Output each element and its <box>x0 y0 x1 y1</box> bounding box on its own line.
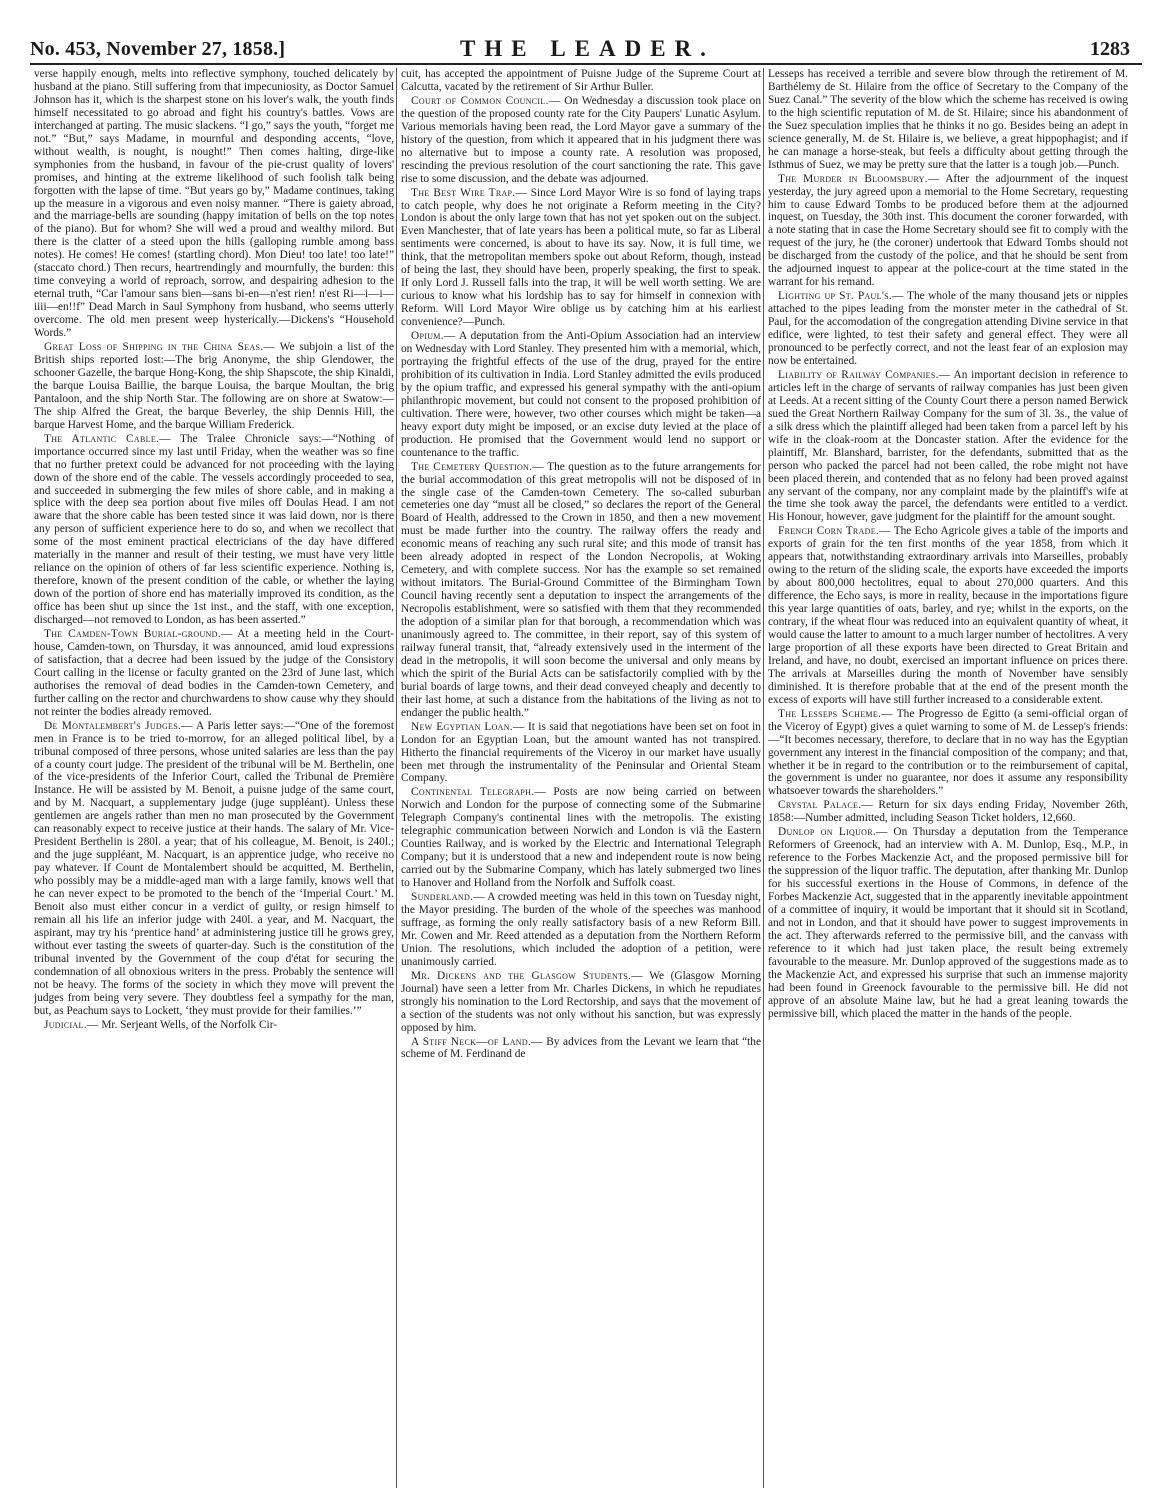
article-text: Mr. Serjeant Wells, of the Norfolk Cir- <box>101 1018 278 1031</box>
article-heading: New Egyptian Loan.— <box>411 720 525 733</box>
article-paragraph <box>768 799 1128 825</box>
article-heading: Crystal Palace.— <box>778 799 873 812</box>
article-paragraph <box>34 433 394 627</box>
article-paragraph <box>401 95 761 186</box>
article-heading: The Atlantic Cable.— <box>44 432 171 445</box>
article-heading: The Murder in Bloomsbury.— <box>778 172 940 185</box>
article-heading: The Cemetery Question.— <box>411 460 544 473</box>
article-paragraph <box>768 525 1128 706</box>
article-heading: The Camden-Town Burial-ground.— <box>44 627 233 640</box>
article-text: Posts are now being carried on between Norwich and London for the purpose of connecting some of the Submarine Telegraph Company's continental lines with the metropolis. The existing telegraphic communication between Norwich and London is viâ the Eastern Counties Railway, and is worked by the Electric and International Telegraph Company; but it is understood that a new and independent route is now being carried out by the Submarine Company, which has lately submerged two lines to Hanover and Holland from the Norfolk and Suffolk coast. <box>401 786 761 890</box>
article-text: We (Glasgow Morning Journal) have seen a letter from Mr. Charles Dickens, in which he repudiates strongly his nomination to the Lord Rectorship, and says that the movement of a section of the students was not only without his sanction, but was expressly opposed by him. <box>401 969 761 1034</box>
article-heading: De Montalembert's Judges.— <box>44 719 193 732</box>
article-heading: Opium.— <box>411 330 456 343</box>
article-heading: French Corn Trade.— <box>778 525 891 538</box>
column-divider <box>763 68 764 1488</box>
article-paragraph <box>401 1036 761 1062</box>
article-heading: Lighting up St. Paul's.— <box>778 290 904 303</box>
article-text: A crowded meeting was held in this town on Tuesday night, the Mayor presiding. The burden of the whole of the speeches was manhood suffrage, as forming the only really satisfactory basis of a new Reform Bill. Mr. Cowen and Mr. Reed attended as a deputation from the Northern Reform Union. The resolutions, which included the adoption of a petition, were unanimously carried. <box>401 891 761 968</box>
article-paragraph <box>401 187 761 329</box>
column-3 <box>768 68 1128 1488</box>
column-1 <box>34 68 394 1488</box>
article-text: verse happily enough, melts into reflective symphony, touched delicately by husband at the piano. Still suffering from that impecuniosity, as Doctor Samuel Johnson has it, which is the sharpest stone on his lover's walk, the youth finds himself necessitated to go abroad and fight his country's battles. Vows are interchanged at parting. The music slackens. “I go,” says the youth, “forget me not.” “But,” says Madame, in mournful and desponding accents, “love, without wealth, is nought, is nought!” Then comes halting, dirge-like symphonies from the husband, in favour of the pie-crust quality of lovers' promises, and hinting at the extreme likelihood of such foolish talk being forgotten with the lapse of time. “But years go by,” Madame continues, taking up the measure in a vigorous and even noisy manner. “There is gaiety abroad, and the marriage-bells are sounding (happy imitation of bells on the top notes of the piano). But for whom? She will wed a proud and wealthy milord. But there is the clatter of a steed upon the hills (galloping rumble among bass notes). He comes! He comes! (startling chord). Mon Dieu! too late! too late!” (staccato chord.) Then recurs, heartrendingly and mournfully, the burden: this time conveying a world of reproach, sorrow, and despairing adhesion to the eternal truth, “Car l'amour sans bien—sans bi-en—n'est rien! n'est Ri—i—i—iiii—en!!f” Dead March in Saul Symphony from husband, who seems utterly overcome. The old men present weep hysterically.—Dickens's “Household Words.” <box>34 68 394 340</box>
article-text: It is said that negotiations have been set on foot in London for an Egyptian Loan, but the amount wanted has not transpired. Hitherto the financial requirements of the Viceroy in our market have usually been met through the instrumentality of the Peninsular and Oriental Steam Company. <box>401 720 761 785</box>
article-heading: Liability of Railway Companies.— <box>778 368 951 381</box>
article-paragraph <box>34 628 394 719</box>
article-text: A deputation from the Anti-Opium Association had an interview on Wednesday with Lord Stanley. They presented him with a memorial, which, portraying the frightful effects of the use of the drug, prayed for the entire prohibition of its cultivation in India. Lord Stanley admitted the evils produced by the opium traffic, and expressed his general sympathy with the anti-opium philanthropic movement, but could not consent to the proposed prohibition of cultivation. There were, however, two other courses which might be taken—a heavy export duty might be imposed, or an excise duty levied at the place of production. He promised that the Government would lend no support or countenance to the traffic. <box>401 330 761 459</box>
article-text: On Thursday a deputation from the Temperance Reformers of Greenock, had an interview with A. M. Dunlop, Esq., M.P., in reference to the Forbes Mackenzie Act, and the proposed permissive bill for the suppression of the liquor traffic. The deputation, after thanking Mr. Dunlop for his successful exertions in the House of Commons, in defence of the Forbes Mackenzie Act, suggested that in the apparently inevitable appointment of a committee of inquiry, it would be important that it should sit in Scotland, and not in London, and that it should have power to suggest improvements in the act. They afterwards referred to the permissive bill, and the canvass with reference to it which had just taken place, the result being extremely favourable to the measure. Mr. Dunlop approved of the suggestions made as to the Mackenzie Act, and expressed his surprise that such an immense majority had been found in Greenock favourable to the permissive bill. He did not approve of an absolute Maine law, but he had a great leaning towards the permissive bill, which placed the matter in the hands of the people. <box>768 826 1128 1020</box>
article-text: The Echo Agricole gives a table of the imports and exports of grain for the ten first months of the year 1858, from which it appears that, notwithstanding extraordinary arrivals into Marseilles, probably owing to the return of the sliding scale, the exports have exceeded the imports by about 800,000 hectolitres, equal to about 270,000 quarters. And this difference, the Echo says, is more in reality, because in the importations figure this year large quantities of oats, barley, and rye; whilst in the exports, on the contrary, if the wheat flour was reduced into an equivalent quantity of wheat, it would cause the latter to amount to a much larger number of hectolitres. A very large proportion of all these exports have been directed to Great Britain and Ireland, and have, no doubt, exercised an important influence on prices there. The arrivals at Marseilles during the month of November have sensibly diminished. It is therefore probable that at the end of the present month the excess of exports will have still further increased to a considerable extent. <box>768 525 1128 706</box>
article-paragraph <box>401 330 761 460</box>
article-heading: Court of Common Council.— <box>411 94 561 107</box>
article-text: Lesseps has received a terrible and severe blow through the retirement of M. Barthélemy de St. Hilaire from the office of Secretary to the Company of the Suez Canal.” The severity of the blow which the scheme has received is owing to the high scientific reputation of M. de St. Hilaire; since his abandonment of the Suez speculation implies that he thinks it no go. Besides being an adept in science generally, M. de St. Hilaire is, we believe, a great hippophagist; and if he can manage a horse-steak, but feels a difficulty about getting through the Isthmus of Suez, we may be pretty sure that the latter is a tough job.—Punch. <box>768 68 1128 171</box>
newspaper-title: THE LEADER. <box>460 36 715 61</box>
article-paragraph <box>34 1019 394 1032</box>
article-heading: The Best Wire Trap.— <box>411 186 528 199</box>
column-divider <box>396 68 397 1488</box>
article-text: The whole of the many thousand jets or nipples attached to the pipes leading from the monster meter in the cathedral of St. Paul, for the accomodation of the congregation attending Divine service in that edifice, were lighted, to test their safety and general effect. They were all pronounced to be perfectly correct, and not the least fear of an explosion may now be entertained. <box>768 290 1128 367</box>
article-heading: Judicial.— <box>44 1018 99 1031</box>
article-text: The Progresso de Egitto (a semi-official organ of the Viceroy of Egypt) gives a quiet warning to some of M. de Lessep's friends:—“It becomes necessary, therefore, to declare that in no way has the Egyptian government any interest in the financial composition of the company; and that, whether it be in regard to the contribution or to the reimbursement of capital, the government is under no guarantee, nor does it assume any responsibility whatsoever towards the shareholders.” <box>768 707 1128 798</box>
article-paragraph <box>401 461 761 720</box>
article-text: A Paris letter says:—“One of the foremost men in France is to be tried to-morrow, for an alleged political libel, by a tribunal composed of three persons, whose united salaries are less than the pay of a county court judge. The president of the tribunal will be M. Berthelin, one of the vice-presidents of the Inferior Court, called the Tribunal de Première Instance. He will be assisted by M. Benoit, a puisne judge of the same court, and by M. Nacquart, a supplementary judge (juge suppléant). Unless these gentlemen are angels rather than men no man prosecuted by the Government can reasonably expect to receive justice at their hands. The salary of Mr. Vice-President Berthelin is 280l. a year; that of his colleague, M. Benoit, is 240l.; and the juge suppléant, M. Nacquart, is an apprentice judge, who receive no pay whatever. If Count de Montalembert should be acquitted, M. Berthelin, who possibly may be a middle-aged man with a large family, knows well that he can never expect to be promoted to the bench of the ‘Imperial Court.’ M. Benoit also must either concur in a verdict of guilty, or resign himself to remain all his life an inferior judge with 240l. a year, and M. Nacquart, the aspirant, may try his ‘prentice hand’ at administering justice till he grows grey, without ever tasting the sweets of quarter-day. Such is the constitution of the tribunal invented by the Government of the coup d'état for securing the condemnation of all obnoxious writers in the press. Probably the sentence will not be heavy. The forms of the society in which they move will prevent the judges from being very severe. They doubtless feel a sympathy for the man, but, as Peachum says to Lockett, ‘they must provide for their families.’” <box>34 719 394 1017</box>
page-number: 1283 <box>1090 38 1130 60</box>
article-paragraph <box>768 290 1128 368</box>
article-paragraph <box>768 68 1128 172</box>
article-text: The Tralee Chronicle says:—“Nothing of importance occurred since my last until Friday, when the weather was so fine that no further pretext could be advanced for not proceeding with the laying down of the shore end of the cable. The vessels accordingly proceeded to sea, and succeeded in submerging the few miles of shore cable, and in making a splice with the deep sea portion about five miles off Doulas Head. I am not aware that the shore cable has been tested since it was laid down, nor is there any person of sufficient experience here to do so, and when we recollect that some of the most eminent practical electricians of the day have differed materially in the manner and result of their testing, we must have very little reliance on the opinion of others of far less scientific experience. Nothing is, therefore, known of the present condition of the cable, or whether the laying down of the portion of shore end has materially improved its condition, as the office has been shut up since the 1st inst., and the staff, with one exception, discharged—not removed to London, as has been asserted.” <box>34 432 394 627</box>
article-paragraph <box>768 708 1128 799</box>
masthead <box>30 30 1142 64</box>
header-rule <box>30 63 1142 65</box>
article-text: cuit, has accepted the appointment of Puisne Judge of the Supreme Court at Calcutta, vacated by the retirement of Sir Arthur Buller. <box>401 68 761 93</box>
article-paragraph <box>34 341 394 432</box>
article-paragraph <box>401 786 761 890</box>
article-paragraph <box>401 68 761 94</box>
column-2 <box>401 68 761 1488</box>
article-paragraph <box>34 720 394 1018</box>
issue-date: No. 453, November 27, 1858.] <box>30 38 286 60</box>
article-text: After the adjournment of the inquest yesterday, the jury agreed upon a memorial to the Home Secretary, requesting him to cause Edward Tombs to be produced before them at the adjourned inquest, on Tuesday, the 30th inst. This document the coroner forwarded, with a note stating that in case the Home Secretary should see fit to comply with the request of the jury, he (the coroner) undertook that Edward Tombs should not be discharged from the custody of the police, and that he should be sent from the adjourned inquest to appear at the police-court at the time stated in the warrant for his remand. <box>768 172 1128 289</box>
article-text: Since Lord Mayor Wire is so fond of laying traps to catch people, why does he not originate a Reform meeting in the City? London is about the only large town that has not yet spoken out on the subject. Even Manchester, that of late years has been a political mute, so far as Liberal sentiments were concerned, is about to have its say. Now, it is full time, we think, that the metropolitan members spoke out about Reform, though, instead of being the last, they should have been, properly speaking, the first to speak. If only Lord J. Russell falls into the trap, it will be well worth setting. We are curious to know what his lordship has to say for himself in connexion with Reform. Will Lord Mayor Wire oblige us by catching him at his earliest convenience?—Punch. <box>401 186 761 329</box>
article-text: An important decision in reference to articles left in the charge of servants of railway companies has just been given at Leeds. At a recent sitting of the County Court there a person named Berwick sued the Great Northern Railway Company for the sum of 3l. 3s., the value of a silk dress which the plaintiff alleged had been taken from a parcel left by his wife in the cloak-room at the Doncaster station. After the evidence for the plaintiff, Mr. Blanshard, barrister, for the defendants, submitted that as the person who packed the parcel had not been called, the robe might not have been placed therein, and contended that as no felony had been proved against any servant of the company, nor any complaint made by the plaintiff's wife at the time she took away the parcel, the defendants were entitled to a verdict. His Honour, however, gave judgment for the plaintiff for the amount sought. <box>768 368 1128 524</box>
article-text: The question as to the future arrangements for the burial accommodation of this great metropolis will not be disposed of in the single case of the Camden-town Cemetery. The so-called suburban cemeteries one day “must all be closed,” so declares the report of the General Board of Health, addressed to the Crown in 1850, and then a new movement must be made further into the country. The railway offers the ready and economic means of reaching any such rural site; and this mode of transit has been already adopted in respect of the London Necropolis, at Woking Cemetery, and with complete success. Nor has the example so set remained without imitators. The Burial-Ground Committee of the Birmingham Town Council having recently sent a deputation to inspect the arrangements of the Necropolis establishment, were so satisfied with them that they recommended the adoption of a similar plan for that borough, a recommendation which was unanimously agreed to. The committee, in their report, say of this system of railway funeral transit, that, “already extensively used in the interment of the dead in the metropolis, it will soon become the universal and only means by which the spirit of the Burial Acts can be satisfactorily complied with by the burial boards of large towns, and their dead conveyed cheaply and decently to their last home, at such a distance from the habitations of the living as not to endanger the public health.” <box>401 460 761 719</box>
article-heading: The Lesseps Scheme.— <box>778 707 893 720</box>
article-paragraph <box>401 721 761 786</box>
article-paragraph <box>34 68 394 340</box>
article-heading: Sunderland.— <box>411 891 485 904</box>
article-text: Return for six days ending Friday, November 26th, 1858:—Number admitted, including Season Ticket holders, 12,660. <box>768 799 1128 825</box>
article-paragraph <box>768 173 1128 290</box>
article-paragraph <box>401 970 761 1035</box>
article-paragraph <box>401 891 761 969</box>
article-text: We subjoin a list of the British ships reported lost:—The brig Anonyme, the ship Glendower, the schooner Gazelle, the barque Hong-Kong, the ship Shapscote, the ship Kinaldi, the barque Louisa Baillie, the barque Louisa, the barque Moultan, the brig Pantaloon, and the ship North Star. The following are on shore at Swatow:—The ship Alfred the Great, the barque Beverley, the ship Dennis Hill, the barque Harvest Home, and the barque William Frederick. <box>34 341 394 431</box>
article-heading: A Stiff Neck—of Land.— <box>411 1035 543 1048</box>
article-paragraph <box>768 369 1128 524</box>
article-heading: Continental Telegraph.— <box>411 786 547 799</box>
article-heading: Great Loss of Shipping in the China Seas.— <box>44 341 276 354</box>
article-paragraph <box>768 826 1128 1020</box>
article-heading: Dunlop on Liquor.— <box>778 826 888 839</box>
article-text: On Wednesday a discussion took place on the question of the proposed county rate for the City Paupers' Lunatic Asylum. Various memorials having been read, the Lord Mayor gave a summary of the history of the question, from which it appeared that in his judgment there was no alternative but to impose a county rate. A resolution was proposed, rescinding the previous resolution of the court sanctioning the rate. This gave rise to some discussion, and the debate was adjourned. <box>401 94 761 185</box>
article-heading: Mr. Dickens and the Glasgow Students.— <box>411 969 643 982</box>
article-text: At a meeting held in the Court-house, Camden-town, on Thursday, it was announced, amid loud expressions of satisfaction, that a decree had been issued by the judge of the Consistory Court calling in the license or faculty granted on the 23rd of June last, which authorises the removal of dead bodies in the Camden-town Cemetery, and further calling on the rector and churchwardens to show cause why they should not reinter the bodies already removed. <box>34 627 394 718</box>
article-text: By advices from the Levant we learn that “the scheme of M. Ferdinand de <box>401 1035 761 1061</box>
